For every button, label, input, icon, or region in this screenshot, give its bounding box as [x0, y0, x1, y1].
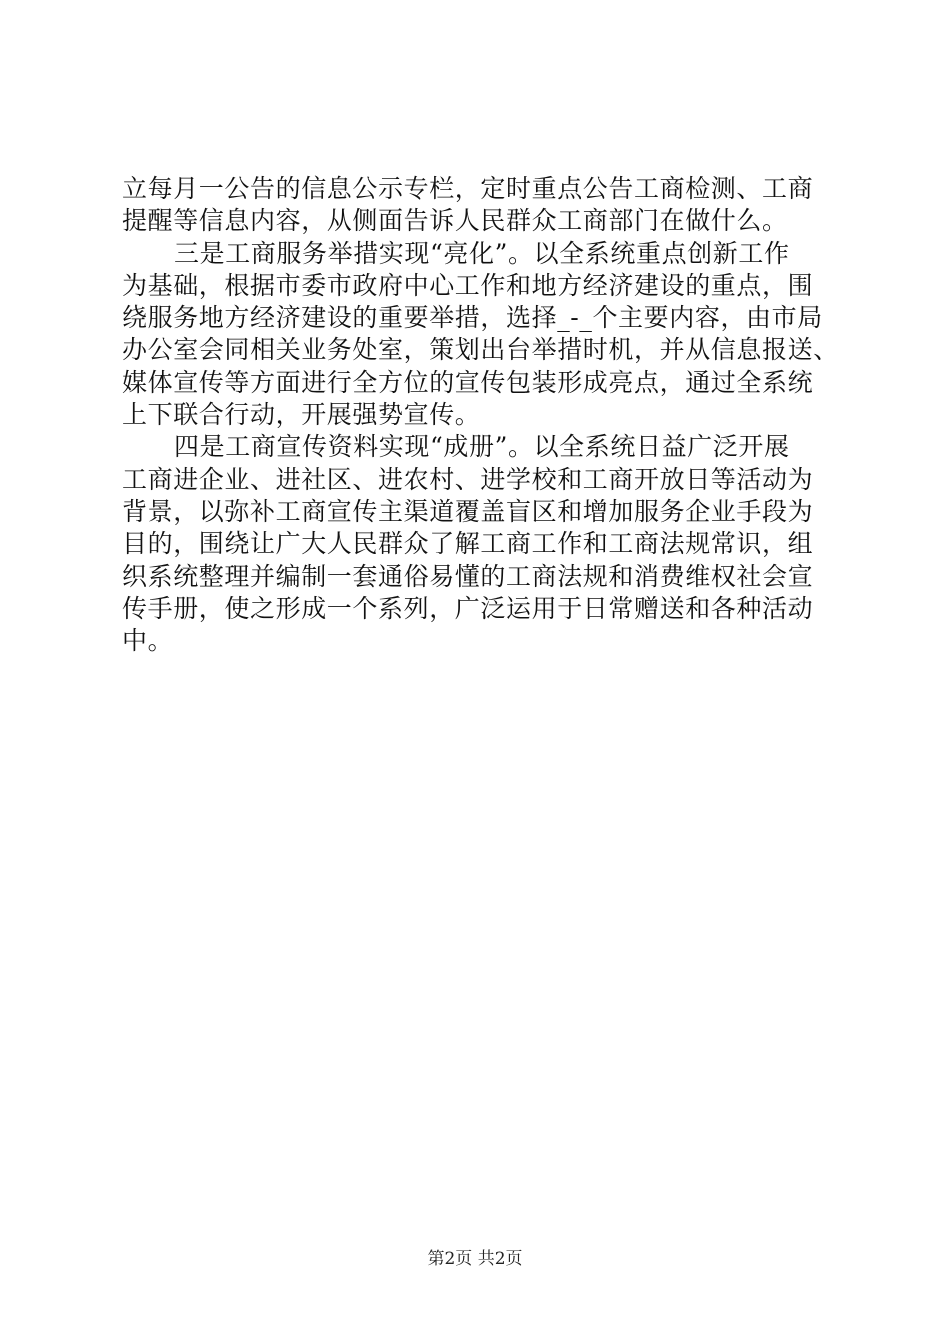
text-line: 提醒等信息内容，从侧面告诉人民群众工商部门在做什么。 — [122, 206, 788, 236]
page-footer: 第2页 共2页 — [427, 1249, 523, 1269]
body-text — [122, 173, 839, 657]
text-line: 工商进企业、进社区、进农村、进学校和工商开放日等活动为 — [122, 464, 814, 494]
text-line: 上下联合行动，开展强势宣传。 — [122, 400, 481, 430]
text-line: 三是工商服务举措实现“亮化”。以全系统重点创新工作 — [174, 238, 790, 268]
text-line: 织系统整理并编制一套通俗易懂的工商法规和消费维权社会宣 — [122, 561, 814, 591]
text-line: 四是工商宣传资料实现“成册”。以全系统日益广泛开展 — [174, 432, 790, 462]
text-line: 绕服务地方经济建设的重要举措，选择_-_个主要内容，由市局 — [122, 303, 823, 333]
text-line: 背景，以弥补工商宣传主渠道覆盖盲区和增加服务企业手段为 — [122, 496, 814, 526]
text-line: 为基础，根据市委市政府中心工作和地方经济建设的重点，围 — [122, 270, 814, 300]
text-line: 中。 — [122, 626, 174, 656]
text-line: 传手册，使之形成一个系列，广泛运用于日常赠送和各种活动 — [122, 593, 814, 623]
text-line: 媒体宣传等方面进行全方位的宣传包装形成亮点，通过全系统 — [122, 367, 814, 397]
text-line: 目的，围绕让广大人民群众了解工商工作和工商法规常识，组 — [122, 529, 814, 559]
text-line: 办公室会同相关业务处室，策划出台举措时机，并从信息报送、 — [122, 335, 839, 365]
text-line: 立每月一公告的信息公示专栏，定时重点公告工商检测、工商 — [122, 174, 814, 203]
